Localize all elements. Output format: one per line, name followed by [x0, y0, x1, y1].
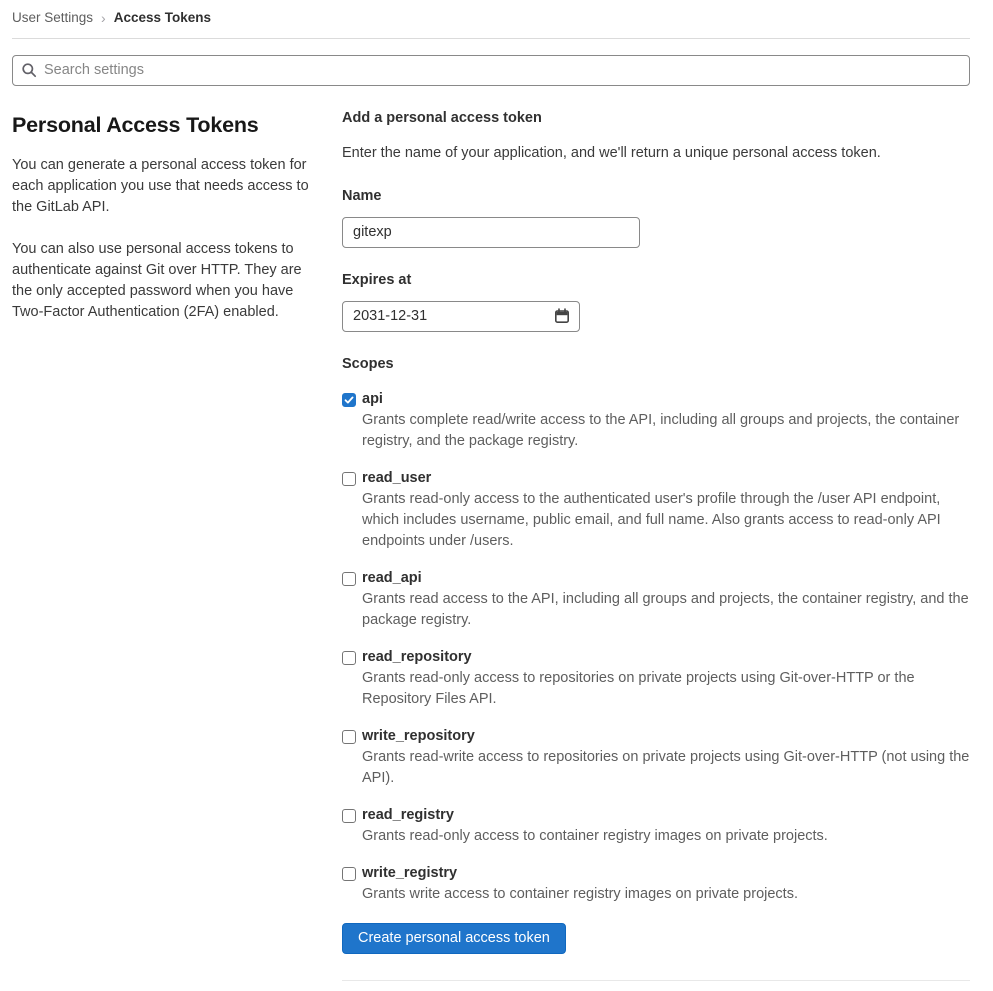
- chevron-right-icon: ›: [101, 9, 106, 26]
- scope-checkbox[interactable]: [342, 393, 356, 407]
- section-bottom-divider: [342, 980, 970, 981]
- search-input[interactable]: [12, 55, 970, 86]
- scope-label: read_user: [362, 469, 432, 486]
- scope-label: read_repository: [362, 648, 472, 665]
- expires-at-label: Expires at: [342, 271, 412, 288]
- section-description: [12, 106, 322, 981]
- scope-label: write_repository: [362, 727, 475, 744]
- scope-text: [362, 863, 798, 905]
- scope-text: [362, 647, 970, 710]
- breadcrumb: [12, 0, 970, 38]
- scope-row: [342, 726, 970, 789]
- scope-description: Grants read-only access to repositories on private projects using Git-over-HTTP or the Repository Files API.: [362, 669, 915, 707]
- scope-description: Grants read-write access to repositories on private projects using Git-over-HTTP (not using the API).: [362, 748, 970, 786]
- description-paragraph-1: You can generate a personal access token for each application you use that needs access to the GitLab API.: [12, 156, 309, 215]
- scope-description: Grants read-only access to the authenticated user's profile through the /user API endpoint, which includes username, public email, and full name. Also grants access to read-only API endpoints under /users.: [362, 490, 941, 549]
- scope-row: [342, 468, 970, 552]
- scope-label: write_registry: [362, 864, 458, 881]
- scope-label: read_registry: [362, 806, 454, 823]
- scopes-list: [342, 389, 970, 905]
- scope-row: [342, 389, 970, 452]
- expires-at-input[interactable]: [342, 301, 580, 332]
- page-title: Personal Access Tokens: [12, 112, 259, 137]
- token-name-input[interactable]: [342, 217, 640, 248]
- search-settings-container: [12, 55, 970, 86]
- checkmark-icon: [344, 395, 354, 405]
- scope-text: [362, 805, 828, 847]
- scope-text: [362, 468, 970, 552]
- scope-row: [342, 568, 970, 631]
- scope-description: Grants write access to container registry images on private projects.: [362, 885, 798, 902]
- header-divider: [12, 38, 970, 39]
- scope-text: [362, 726, 970, 789]
- scope-checkbox[interactable]: [342, 572, 356, 586]
- scope-description: Grants read-only access to container registry images on private projects.: [362, 827, 828, 844]
- scope-checkbox[interactable]: [342, 809, 356, 823]
- create-token-button[interactable]: Create personal access token: [342, 923, 566, 954]
- token-form: [342, 106, 970, 981]
- scope-description: Grants read access to the API, including all groups and projects, the container registry, and the package registry.: [362, 590, 969, 628]
- form-description: Enter the name of your application, and we'll return a unique personal access token.: [342, 144, 881, 161]
- content-columns: [12, 106, 970, 981]
- scope-row: [342, 647, 970, 710]
- scope-description: Grants complete read/write access to the API, including all groups and projects, the container registry, and the package registry.: [362, 411, 960, 449]
- description-paragraph-2: You can also use personal access tokens to authenticate against Git over HTTP. They are the only accepted password when you have Two-Factor Authentication (2FA) enabled.: [12, 240, 302, 320]
- expires-at-field: [342, 301, 580, 332]
- scope-checkbox[interactable]: [342, 472, 356, 486]
- scope-checkbox[interactable]: [342, 651, 356, 665]
- name-label: Name: [342, 187, 382, 204]
- breadcrumb-current-page: Access Tokens: [113, 10, 212, 25]
- scope-label: api: [362, 390, 383, 407]
- scope-label: read_api: [362, 569, 422, 586]
- scope-text: [362, 568, 970, 631]
- form-heading: Add a personal access token: [342, 109, 542, 126]
- scope-checkbox[interactable]: [342, 730, 356, 744]
- scope-row: [342, 805, 970, 847]
- scope-checkbox[interactable]: [342, 867, 356, 881]
- scopes-label: Scopes: [342, 355, 394, 372]
- breadcrumb-user-settings-link[interactable]: User Settings: [12, 10, 94, 25]
- scope-text: [362, 389, 970, 452]
- scope-row: [342, 863, 970, 905]
